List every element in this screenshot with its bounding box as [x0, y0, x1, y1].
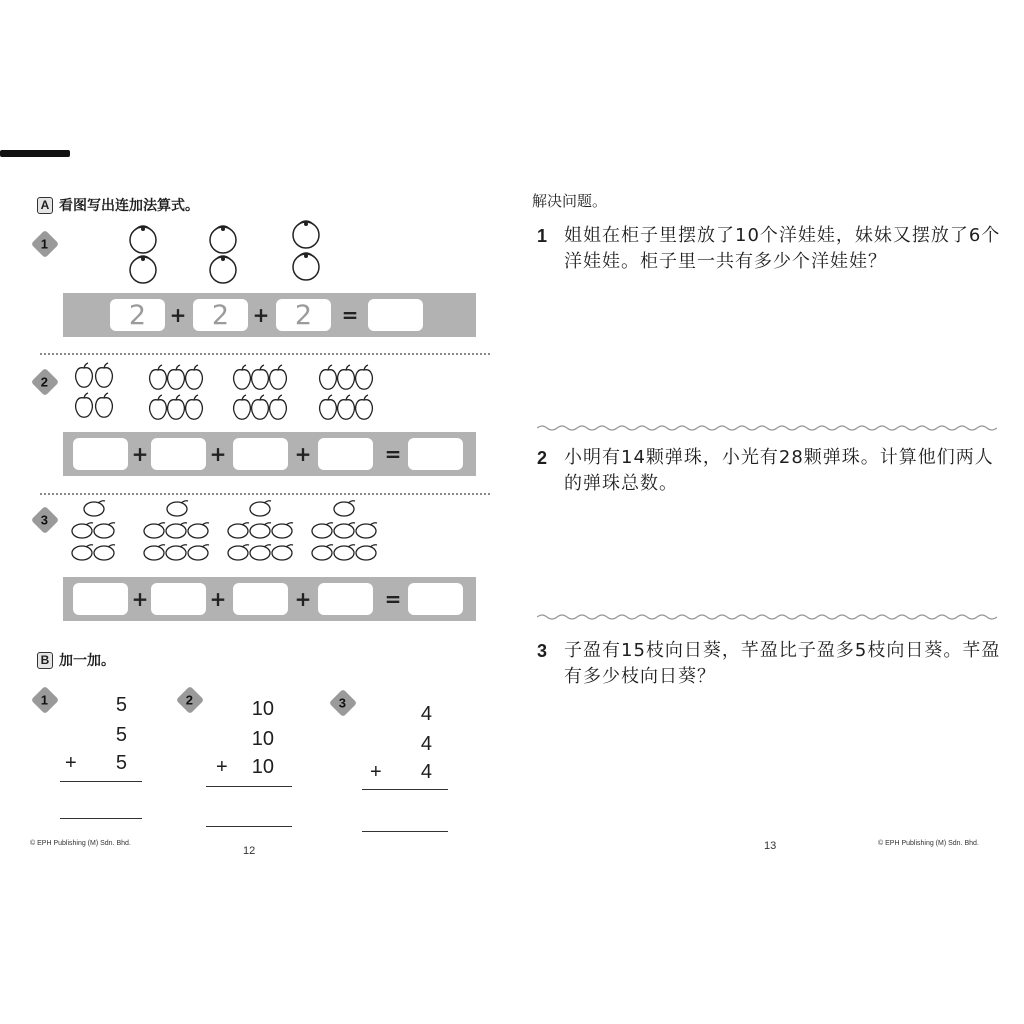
apple-group-3 [234, 365, 287, 419]
addend-2: 10 [251, 728, 274, 750]
dotted-divider [40, 493, 490, 495]
problem-3-text: 子盈有15枝向日葵，芊盈比子盈多5枝向日葵。芊盈有多少枝向日葵？ [564, 640, 1001, 687]
addend-1: 4 [420, 703, 432, 725]
problem-1-number: 1 [537, 226, 548, 246]
mangosteen-icon [293, 221, 319, 248]
problem-3-number: 3 [537, 641, 548, 661]
column-addition-1 [65, 690, 127, 820]
lemon-group-3 [228, 501, 293, 560]
sum-rule [206, 786, 292, 787]
question-2-number: 2 [31, 368, 59, 396]
answer-box[interactable] [368, 299, 423, 331]
sum-rule [60, 781, 142, 782]
answer-rule[interactable] [206, 826, 292, 827]
answer-box[interactable] [233, 583, 288, 615]
mangosteen-group-2 [205, 220, 245, 288]
apple-group-2 [150, 365, 203, 419]
mangosteen-group-1 [125, 220, 165, 288]
answer-box[interactable] [73, 438, 128, 470]
right-page-title: 解决问题。 [532, 192, 608, 210]
section-a-title: 看图写出连加法算式。 [59, 198, 199, 214]
problem-1-text: 姐姐在柜子里摆放了10个洋娃娃，妹妹又摆放了6个洋娃娃。柜子里一共有多少个洋娃娃？ [564, 225, 1001, 272]
copyright-footer: © EPH Publishing (M) Sdn. Bhd. [30, 840, 131, 847]
plus-sign: + [131, 442, 149, 466]
page-top-bar [0, 150, 70, 157]
addend-3: 4 [420, 761, 432, 783]
addend-3: 5 [115, 752, 127, 774]
answer-box[interactable] [73, 583, 128, 615]
plus-sign: + [131, 587, 149, 611]
answer-box[interactable] [233, 438, 288, 470]
answer-rule[interactable] [60, 818, 142, 819]
section-b-title: 加一加。 [59, 653, 115, 669]
plus-sign: + [65, 752, 77, 774]
addend-2: 4 [420, 733, 432, 755]
plus-sign: + [252, 303, 270, 327]
apple-groups [70, 360, 470, 435]
equation-band-3 [63, 577, 476, 621]
equation-band-1 [63, 293, 476, 337]
equals-sign: = [384, 587, 402, 611]
mangosteen-icon [130, 226, 156, 253]
mangosteen-icon [293, 253, 319, 280]
answer-box[interactable]: 2 [110, 299, 165, 331]
addend-2: 5 [115, 724, 127, 746]
answer-box[interactable]: 2 [193, 299, 248, 331]
apple-group-4 [320, 365, 373, 419]
page-number: 13 [764, 840, 777, 852]
right-page [512, 160, 1024, 860]
equals-sign: = [341, 303, 359, 327]
section-b-badge: B [37, 652, 53, 669]
mangosteen-icon [130, 256, 156, 283]
column-addition-3 [370, 693, 432, 833]
equation-band-2 [63, 432, 476, 476]
wavy-divider [537, 613, 997, 621]
answer-box[interactable]: 2 [276, 299, 331, 331]
addend-1: 10 [251, 698, 274, 720]
sum-2-number: 2 [176, 686, 204, 714]
answer-box[interactable] [151, 583, 206, 615]
lemon-group-1 [72, 501, 115, 560]
sum-1-number: 1 [31, 686, 59, 714]
plus-sign: + [209, 587, 227, 611]
column-addition-2 [216, 690, 274, 820]
plus-sign: + [209, 442, 227, 466]
plus-sign: + [294, 587, 312, 611]
lemon-group-2 [144, 501, 209, 560]
addend-3: 10 [251, 756, 274, 778]
left-page [0, 160, 512, 860]
apple-group-1 [76, 363, 113, 417]
answer-box[interactable] [408, 583, 463, 615]
addend-1: 5 [115, 694, 127, 716]
plus-sign: + [216, 756, 228, 778]
equals-sign: = [384, 442, 402, 466]
question-3-number: 3 [31, 506, 59, 534]
mangosteen-icon [210, 256, 236, 283]
plus-sign: + [169, 303, 187, 327]
question-1-number: 1 [31, 230, 59, 258]
problem-2-number: 2 [537, 448, 548, 468]
dotted-divider [40, 353, 490, 355]
plus-sign: + [370, 761, 382, 783]
wavy-divider [537, 424, 997, 432]
plus-sign: + [294, 442, 312, 466]
lemon-groups [62, 498, 462, 578]
mangosteen-icon [210, 226, 236, 253]
mangosteen-group-3 [288, 215, 328, 287]
lemon-group-4 [312, 501, 377, 560]
problem-2-text: 小明有14颗弹珠，小光有28颗弹珠。计算他们两人的弹珠总数。 [564, 447, 994, 494]
answer-box[interactable] [151, 438, 206, 470]
answer-box[interactable] [318, 583, 373, 615]
page-number: 12 [243, 845, 256, 857]
section-a-badge: A [37, 197, 53, 214]
answer-rule[interactable] [362, 831, 448, 832]
sum-rule [362, 789, 448, 790]
sum-3-number: 3 [329, 689, 357, 717]
section-b-heading [37, 650, 115, 670]
section-a-heading [37, 195, 199, 215]
answer-box[interactable] [408, 438, 463, 470]
answer-box[interactable] [318, 438, 373, 470]
copyright-footer: © EPH Publishing (M) Sdn. Bhd. [878, 840, 979, 847]
